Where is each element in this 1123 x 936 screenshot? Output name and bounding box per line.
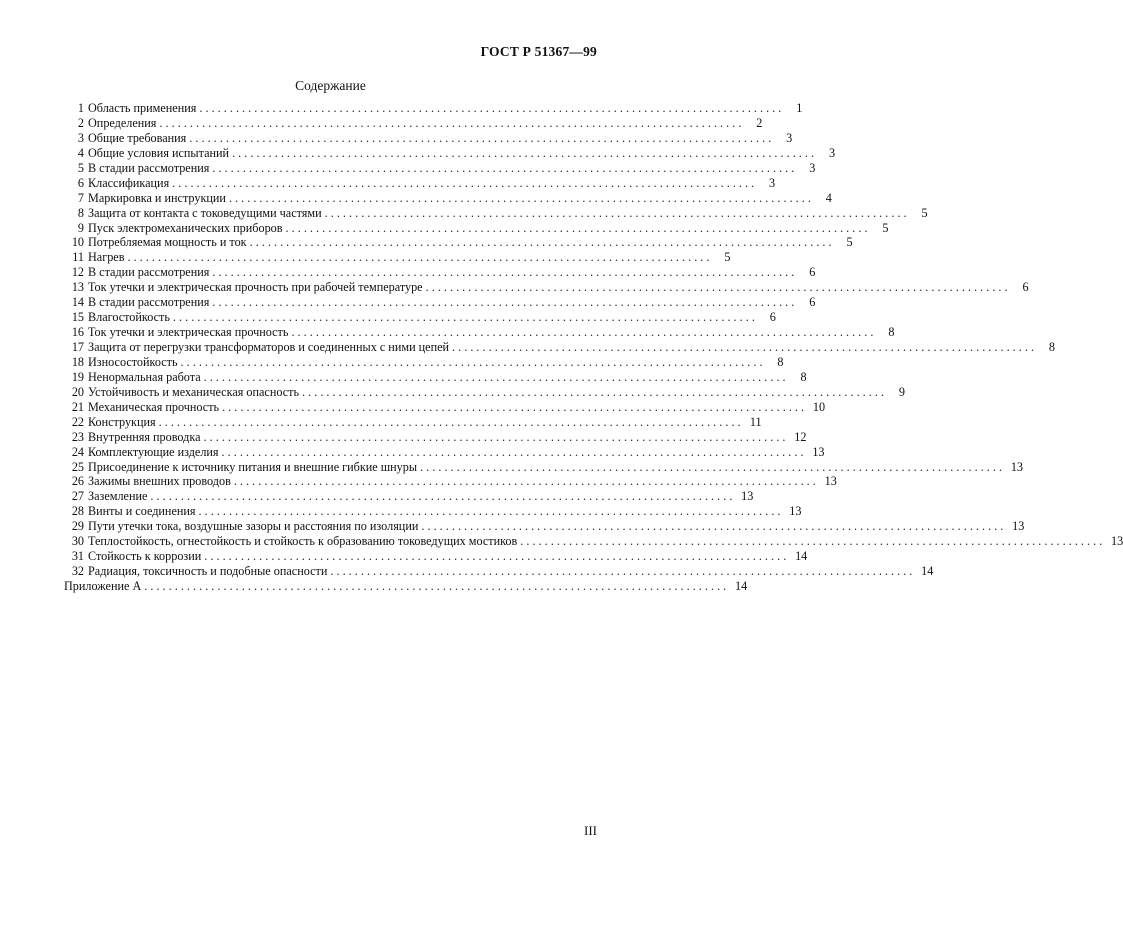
toc-entry-title: Пуск электромеханических приборов [88,220,283,235]
toc-dot-leader [234,474,816,489]
toc-entry-page: 8 [1048,340,1055,354]
toc-dot-leader [222,445,804,460]
toc-dot-leader [204,549,786,564]
toc-entry-page: 13 [1012,519,1025,534]
toc-entry-page: 5 [921,205,928,220]
toc-entry-title: Заземление [88,489,148,504]
toc-dot-leader [302,385,884,400]
toc-dot-leader [127,250,709,265]
toc-dot-leader [452,340,1034,355]
toc-entry[interactable] [64,429,807,445]
toc-dot-leader [212,265,794,280]
toc-entry-title: Область применения [88,101,197,115]
toc-dot-leader [520,534,1102,549]
toc-dot-leader [229,191,811,206]
toc-entry[interactable] [64,235,853,250]
toc-entry-number: 21 [71,399,84,414]
toc-entry-title: Защита от перегрузки трансформаторов и соединенных с ними цепей [88,340,450,354]
toc-entry-number: 2 [77,115,84,130]
toc-entry-number: 16 [71,325,84,340]
toc-entry[interactable] [64,280,1029,295]
toc-entry-page: 5 [724,250,731,265]
toc-entry-number: 31 [71,549,84,564]
toc-entry[interactable] [64,459,1024,475]
toc-entry-page: 8 [777,354,784,369]
toc-entry-number: 4 [77,145,84,160]
toc-entry-title: Нагрев [88,250,125,265]
toc-dot-leader [420,460,1002,475]
toc-dot-leader [144,579,726,594]
toc-entry-title: Влагостойкость [88,310,170,325]
toc-entry-title: В стадии рассмотрения [88,160,210,175]
toc-entry-page: 1 [796,101,803,115]
toc-entry-page: 14 [921,564,934,579]
toc-entry[interactable] [64,101,803,116]
toc-entry[interactable] [64,414,762,430]
toc-entry[interactable] [64,354,784,370]
toc-entry-title: Определения [88,115,157,130]
toc-dot-leader [426,280,1008,295]
toc-entry[interactable] [64,310,776,325]
toc-entry-title: Износостойкость [88,354,178,369]
toc-entry-number: 6 [77,175,84,190]
toc-dot-leader [199,101,781,116]
toc-dot-leader [212,161,794,176]
toc-dot-leader [159,415,741,430]
toc-entry-title: Ток утечки и электрическая прочность при рабочей температуре [88,280,423,295]
toc-entry-page: 13 [1111,534,1123,549]
toc-entry-page: 6 [809,265,816,280]
toc-dot-leader [199,504,781,519]
toc-entry-title: Зажимы внешних проводов [88,474,231,489]
toc-entry[interactable] [64,474,837,489]
toc-dot-leader [204,370,786,385]
toc-entry-page: 13 [812,444,825,459]
toc-entry-number: 25 [71,459,84,474]
toc-entry-page: 3 [769,175,776,190]
toc-entry-page: 13 [824,474,837,489]
toc-entry-page: 11 [749,414,762,429]
toc-entry-page: 13 [741,489,754,504]
toc-entry-title: Ненормальная работа [88,369,201,384]
toc-entry[interactable] [64,549,808,564]
toc-entry[interactable] [64,205,928,221]
toc-entry-page: 8 [888,325,895,340]
page-number: III [584,823,597,838]
toc-entry[interactable] [64,265,816,280]
toc-entry[interactable] [64,250,731,265]
toc-dot-leader [173,310,755,325]
toc-entry[interactable] [64,444,825,460]
toc-entry[interactable] [64,579,748,594]
toc-dot-leader [286,221,868,236]
toc-entry-number: 15 [71,310,84,325]
toc-entry-page: 6 [1022,280,1029,295]
toc-entry-title: Устойчивость и механическая опасность [88,384,300,399]
toc-entry[interactable] [64,384,905,400]
toc-dot-leader [204,430,786,445]
toc-entry-page: 5 [882,220,889,235]
toc-entry-title: Теплостойкость, огнестойкость и стойкость к образованию токоведущих мостиков [88,534,518,549]
toc-entry[interactable] [64,340,1055,355]
toc-entry[interactable] [64,220,889,236]
toc-entry-page: 3 [828,145,836,160]
toc-entry-number: 3 [77,130,84,145]
toc-entry-page: 3 [809,160,816,175]
toc-entry[interactable] [64,369,807,385]
toc-entry-page: 13 [789,504,802,519]
toc-entry-number: 30 [71,534,84,549]
toc-entry-title: Стойкость к коррозии [88,549,202,564]
toc-entry-number: 24 [71,444,84,459]
toc-entry-number: 28 [71,504,84,519]
toc-entry-page: 14 [735,579,748,593]
toc-entry-title: Приложение А [64,579,142,593]
toc-entry-number: 27 [71,489,84,504]
toc-dot-leader [172,176,754,191]
toc-dot-leader [159,116,741,131]
toc-entry-page: 6 [769,310,776,325]
toc-entry-number: 1 [77,101,84,115]
toc-entry-title: Ток утечки и электрическая прочность [88,325,289,340]
toc-entry-page: 10 [812,399,826,414]
toc-entry-title: Потребляемая мощность и ток [88,235,247,250]
toc-entry-number: 26 [71,474,84,489]
toc-entry-page: 8 [800,369,807,384]
toc-entry[interactable] [64,130,793,146]
toc-entry-title: Маркировка и инструкции [88,190,226,205]
toc-entry-title: Классификация [88,175,170,190]
toc-entry-number: 11 [72,250,84,265]
toc-entry[interactable] [64,534,1123,549]
toc-entry-number: 14 [71,295,84,310]
toc-entry-number: 8 [77,205,84,220]
toc-entry-title: В стадии рассмотрения [88,265,210,280]
toc-entry[interactable] [64,160,816,176]
toc-entry-title: В стадии рассмотрения [88,295,210,310]
toc-entry-page: 9 [898,384,905,399]
toc-dot-leader [222,400,804,415]
toc-entry[interactable] [64,504,802,519]
toc-entry-number: 32 [71,564,84,579]
toc-entry-title: Комплектующие изделия [88,444,219,459]
toc-entry[interactable] [64,564,934,579]
toc-dot-leader [421,519,1003,534]
toc-entry-number: 7 [77,190,84,205]
toc-entry-title: Присоединение к источнику питания и внешние гибкие шнуры [88,459,418,474]
toc-dot-leader [189,131,771,146]
toc-entry-number: 10 [71,235,84,250]
toc-entry-title: Внутренняя проводка [88,429,201,444]
toc-entry-page: 5 [846,235,853,250]
toc-entry-title: Конструкция [88,414,156,429]
toc-entry-number: 13 [71,280,84,295]
toc-dot-leader [212,295,794,310]
toc-entry[interactable] [64,175,776,191]
toc-entry-number: 19 [71,369,84,384]
toc-dot-leader [150,489,732,504]
toc-entry-page: 3 [786,130,793,145]
toc-entry-number: 22 [71,414,84,429]
toc-entry-page: 4 [825,190,832,205]
table-of-contents [64,101,1123,594]
toc-entry[interactable] [64,399,826,415]
toc-entry[interactable] [64,115,763,131]
toc-title: Содержание [295,78,366,93]
toc-dot-leader [181,355,763,370]
toc-dot-leader [232,146,814,161]
toc-entry[interactable] [64,190,832,206]
toc-entry[interactable] [64,145,836,161]
toc-entry-title: Механическая прочность [88,399,220,414]
toc-entry-page: 14 [795,549,808,564]
toc-entry-number: 17 [71,340,84,354]
toc-entry[interactable] [64,489,754,504]
toc-entry-number: 29 [71,519,84,534]
toc-entry[interactable] [64,295,816,310]
toc-entry-number: 12 [71,265,84,280]
toc-entry-number: 18 [71,354,84,369]
toc-entry-title: Пути утечки тока, воздушные зазоры и расстояния по изоляции [88,519,419,534]
toc-entry[interactable] [64,325,895,340]
toc-entry-title: Общие требования [88,130,187,145]
toc-entry-page: 6 [809,295,816,310]
toc-entry[interactable] [64,519,1025,534]
toc-entry-page: 2 [756,115,763,130]
toc-dot-leader [325,206,907,221]
toc-entry-number: 9 [77,220,84,235]
toc-entry-number: 20 [71,384,84,399]
toc-entry-title: Винты и соединения [88,504,196,519]
toc-dot-leader [250,235,832,250]
toc-entry-number: 5 [77,160,84,175]
toc-entry-title: Защита от контакта с токоведущими частями [88,205,322,220]
toc-entry-title: Общие условия испытаний [88,145,230,160]
toc-entry-page: 12 [794,429,807,444]
toc-entry-number: 23 [71,429,84,444]
document-code-header: ГОСТ Р 51367—99 [480,44,597,59]
toc-entry-title: Радиация, токсичность и подобные опасности [88,564,328,579]
toc-dot-leader [330,564,912,579]
toc-dot-leader [291,325,873,340]
toc-entry-page: 13 [1010,459,1024,474]
